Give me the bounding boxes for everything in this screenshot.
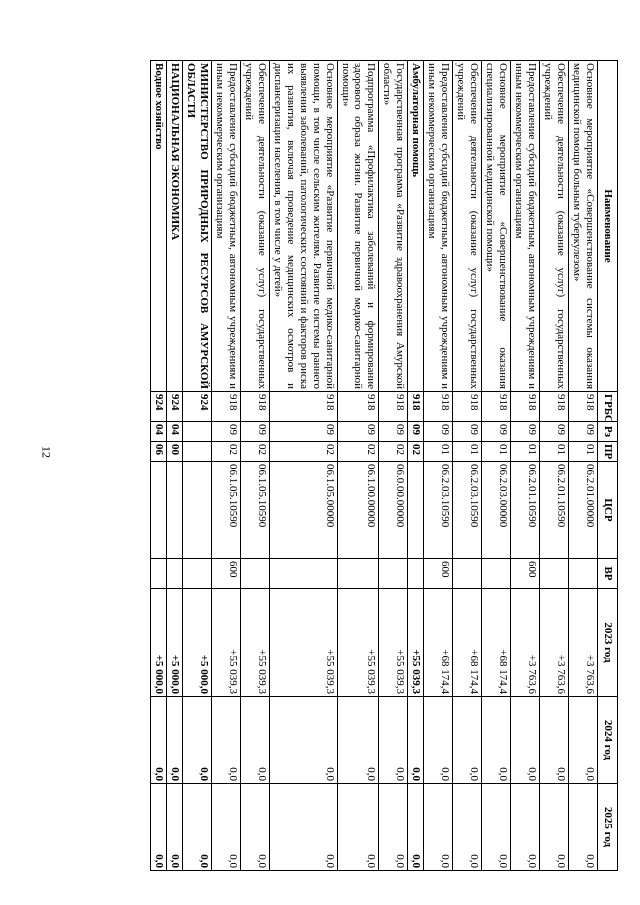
cell-vr	[337, 559, 379, 589]
budget-table	[150, 60, 618, 871]
cell-grbs: 918	[453, 392, 482, 422]
cell-year-2024: 0,0	[240, 697, 269, 784]
cell-year-2023: +5 000,0	[182, 589, 211, 697]
header-year-2023: 2023 год	[598, 589, 618, 697]
cell-csr: 06.2.03.00000	[482, 462, 511, 559]
cell-rz: 09	[408, 422, 424, 442]
cell-vr: 600	[211, 559, 240, 589]
cell-grbs: 918	[424, 392, 453, 422]
cell-rz: 09	[269, 422, 337, 442]
header-year-2024: 2024 год	[598, 697, 618, 784]
cell-pr: 02	[211, 442, 240, 462]
cell-rz: 09	[540, 422, 569, 442]
cell-year-2025: 0,0	[182, 784, 211, 871]
cell-grbs: 918	[379, 392, 408, 422]
cell-year-2024: 0,0	[379, 697, 408, 784]
cell-grbs: 918	[240, 392, 269, 422]
cell-name: Водное хозяйство	[150, 61, 166, 392]
page-number: 12	[39, 446, 54, 458]
table-row	[269, 61, 337, 871]
cell-name: Обеспечение деятельности (оказание услуг) государственных учреждений	[540, 61, 569, 392]
cell-vr	[569, 559, 598, 589]
cell-rz: 09	[240, 422, 269, 442]
cell-pr: 02	[337, 442, 379, 462]
cell-csr: 06.2.03.10590	[453, 462, 482, 559]
cell-vr	[540, 559, 569, 589]
cell-year-2023: +55 039,3	[211, 589, 240, 697]
cell-year-2024: 0,0	[408, 697, 424, 784]
cell-pr: 06	[150, 442, 166, 462]
cell-year-2025: 0,0	[540, 784, 569, 871]
cell-rz: 09	[453, 422, 482, 442]
cell-csr: 06.1.05.10590	[240, 462, 269, 559]
cell-grbs: 918	[511, 392, 540, 422]
cell-year-2025: 0,0	[408, 784, 424, 871]
header-vr: ВР	[598, 559, 618, 589]
header-grbs: ГРБС	[598, 392, 618, 422]
cell-rz: 09	[337, 422, 379, 442]
cell-name: МИНИСТЕРСТВО ПРИРОДНЫХ РЕСУРСОВ АМУРСКОЙ ОБЛАСТИ	[182, 61, 211, 392]
cell-year-2024: 0,0	[453, 697, 482, 784]
cell-name: Обеспечение деятельности (оказание услуг) государственных учреждений	[453, 61, 482, 392]
cell-year-2024: 0,0	[269, 697, 337, 784]
budget-table-container	[82, 60, 618, 870]
cell-rz: 09	[379, 422, 408, 442]
cell-name: Предоставление субсидий бюджетным, автономным учреждениям и иным некоммерческим организациям	[511, 61, 540, 392]
cell-year-2023: +3 763,6	[540, 589, 569, 697]
cell-pr: 02	[269, 442, 337, 462]
cell-year-2023: +68 174,4	[453, 589, 482, 697]
cell-year-2025: 0,0	[379, 784, 408, 871]
cell-year-2025: 0,0	[211, 784, 240, 871]
cell-year-2025: 0,0	[453, 784, 482, 871]
cell-year-2023: +5 000,0	[150, 589, 166, 697]
cell-year-2025: 0,0	[569, 784, 598, 871]
cell-csr: 06.1.05.10590	[211, 462, 240, 559]
cell-rz: 09	[424, 422, 453, 442]
cell-year-2025: 0,0	[424, 784, 453, 871]
cell-grbs: 918	[482, 392, 511, 422]
cell-vr	[150, 559, 166, 589]
cell-csr: 06.2.01.10590	[540, 462, 569, 559]
cell-csr: 06.2.01.00000	[569, 462, 598, 559]
cell-year-2023: +55 039,3	[408, 589, 424, 697]
cell-grbs: 918	[269, 392, 337, 422]
cell-year-2023: +55 039,3	[269, 589, 337, 697]
cell-year-2023: +3 763,6	[569, 589, 598, 697]
cell-rz: 09	[211, 422, 240, 442]
header-name: Наименование	[598, 61, 618, 392]
cell-csr	[166, 462, 182, 559]
cell-year-2025: 0,0	[150, 784, 166, 871]
table-row	[540, 61, 569, 871]
cell-pr: 01	[540, 442, 569, 462]
cell-vr	[269, 559, 337, 589]
cell-year-2023: +68 174,4	[482, 589, 511, 697]
table-row	[408, 61, 424, 871]
cell-name: НАЦИОНАЛЬНАЯ ЭКОНОМИКА	[166, 61, 182, 392]
cell-name: Амбулаторная помощь	[408, 61, 424, 392]
cell-year-2025: 0,0	[511, 784, 540, 871]
cell-grbs: 918	[569, 392, 598, 422]
cell-year-2024: 0,0	[211, 697, 240, 784]
cell-pr: 00	[166, 442, 182, 462]
table-row	[211, 61, 240, 871]
cell-vr: 600	[511, 559, 540, 589]
cell-csr: 06.2.01.10590	[511, 462, 540, 559]
cell-name: Основное мероприятие «Совершенствование оказания специализированной медицинской помощи»	[482, 61, 511, 392]
table-row	[182, 61, 211, 871]
cell-pr	[182, 442, 211, 462]
cell-pr: 02	[408, 442, 424, 462]
cell-vr	[379, 559, 408, 589]
cell-grbs: 918	[337, 392, 379, 422]
cell-pr: 01	[569, 442, 598, 462]
cell-csr: 06.1.00.00000	[337, 462, 379, 559]
cell-year-2023: +68 174,4	[424, 589, 453, 697]
table-row	[337, 61, 379, 871]
cell-grbs: 918	[408, 392, 424, 422]
cell-vr	[453, 559, 482, 589]
cell-rz	[182, 422, 211, 442]
cell-grbs: 924	[150, 392, 166, 422]
cell-vr	[408, 559, 424, 589]
cell-year-2024: 0,0	[424, 697, 453, 784]
table-row	[453, 61, 482, 871]
table-row	[424, 61, 453, 871]
cell-name: Предоставление субсидий бюджетным, автономным учреждениям и иным некоммерческим организациям	[424, 61, 453, 392]
cell-year-2025: 0,0	[482, 784, 511, 871]
cell-name: Подпрограмма «Профилактика заболеваний и формирование здорового образа жизни. Развитие первичной медико-санитарной помощи»	[337, 61, 379, 392]
cell-year-2024: 0,0	[540, 697, 569, 784]
cell-year-2024: 0,0	[182, 697, 211, 784]
cell-name: Государственная программа «Развитие здравоохранения Амурской области»	[379, 61, 408, 392]
cell-year-2023: +5 000,0	[166, 589, 182, 697]
cell-csr	[408, 462, 424, 559]
cell-year-2024: 0,0	[569, 697, 598, 784]
cell-pr: 02	[240, 442, 269, 462]
cell-grbs: 924	[182, 392, 211, 422]
header-year-2025: 2025 год	[598, 784, 618, 871]
cell-pr: 02	[379, 442, 408, 462]
cell-year-2024: 0,0	[337, 697, 379, 784]
cell-pr: 01	[424, 442, 453, 462]
table-row	[166, 61, 182, 871]
cell-year-2023: +55 039,3	[337, 589, 379, 697]
cell-year-2025: 0,0	[337, 784, 379, 871]
cell-name: Предоставление субсидий бюджетным, автономным учреждениям и иным некоммерческим организациям	[211, 61, 240, 392]
cell-rz: 09	[511, 422, 540, 442]
table-row	[511, 61, 540, 871]
cell-csr	[182, 462, 211, 559]
cell-vr	[240, 559, 269, 589]
cell-csr	[150, 462, 166, 559]
cell-year-2024: 0,0	[511, 697, 540, 784]
table-body	[150, 61, 597, 871]
cell-csr: 06.2.03.10590	[424, 462, 453, 559]
cell-year-2024: 0,0	[166, 697, 182, 784]
header-pr: ПР	[598, 442, 618, 462]
cell-grbs: 918	[211, 392, 240, 422]
cell-pr: 01	[482, 442, 511, 462]
cell-year-2025: 0,0	[166, 784, 182, 871]
cell-csr: 06.1.05.00000	[269, 462, 337, 559]
cell-year-2023: +55 039,3	[240, 589, 269, 697]
cell-csr: 06.0.00.00000	[379, 462, 408, 559]
cell-name: Основное мероприятие «Совершенствование системы оказания медицинской помощи больным туберкулезом»	[569, 61, 598, 392]
cell-year-2025: 0,0	[269, 784, 337, 871]
cell-rz: 04	[166, 422, 182, 442]
cell-name: Обеспечение деятельности (оказание услуг) государственных учреждений	[240, 61, 269, 392]
header-csr: ЦСР	[598, 462, 618, 559]
cell-pr: 01	[453, 442, 482, 462]
table-row	[482, 61, 511, 871]
cell-grbs: 918	[540, 392, 569, 422]
cell-grbs: 924	[166, 392, 182, 422]
cell-year-2024: 0,0	[150, 697, 166, 784]
cell-vr	[166, 559, 182, 589]
table-row	[569, 61, 598, 871]
table-header-row	[598, 61, 618, 871]
table-row	[150, 61, 166, 871]
cell-vr	[482, 559, 511, 589]
header-rz: Рз	[598, 422, 618, 442]
cell-pr: 01	[511, 442, 540, 462]
table-row	[240, 61, 269, 871]
table-row	[379, 61, 408, 871]
cell-rz: 09	[482, 422, 511, 442]
cell-name: Основное мероприятие «Развитие первичной медико-санитарной помощи, в том числе сельским жителям. Развитие системы раннего выявления заболеваний, патологических состояний и факторов риска их развития, включая проведение медицинских осмотров и диспансеризации населения, в том числе у детей»	[269, 61, 337, 392]
cell-vr	[182, 559, 211, 589]
cell-rz: 04	[150, 422, 166, 442]
cell-year-2023: +55 039,3	[379, 589, 408, 697]
cell-vr: 600	[424, 559, 453, 589]
cell-year-2024: 0,0	[482, 697, 511, 784]
cell-year-2025: 0,0	[240, 784, 269, 871]
cell-year-2023: +3 763,6	[511, 589, 540, 697]
cell-rz: 09	[569, 422, 598, 442]
